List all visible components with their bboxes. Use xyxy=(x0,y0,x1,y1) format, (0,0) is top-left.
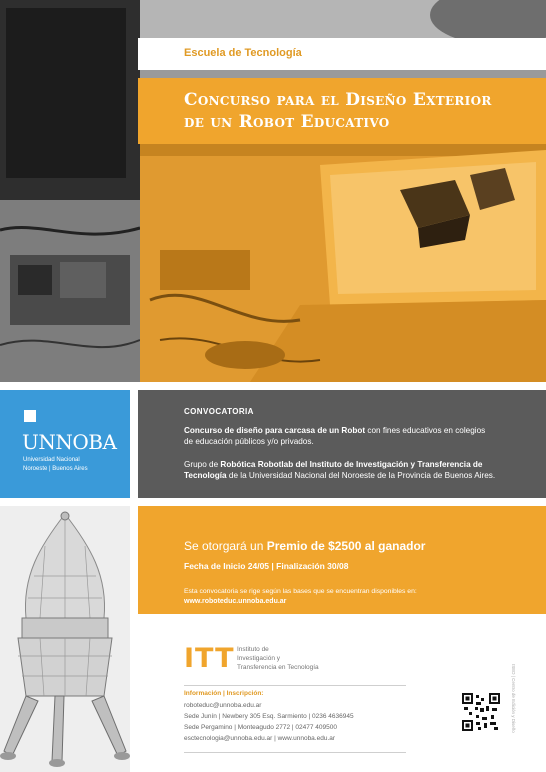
logo-sub-line-2: Noroeste | Buenos Aires xyxy=(23,466,88,472)
p1-bold: Concurso de diseño para carcasa de un Robot xyxy=(184,426,366,435)
info-email-link[interactable]: roboteduc@unnoba.edu.ar xyxy=(184,702,262,709)
divider-bottom xyxy=(184,752,406,753)
design-credit: ISED | Centro de Edición y Diseño xyxy=(511,664,516,733)
itt-text xyxy=(237,645,319,672)
qr-code-icon[interactable] xyxy=(462,693,500,731)
info-web-link[interactable]: esctecnologia@unnoba.edu.ar | www.unnoba.edu.ar xyxy=(184,735,336,742)
info-pergamino: Sede Pergamino | Monteagudo 2772 | 02477 409500 xyxy=(184,724,337,731)
p1-line-2: de educación públicos y/o privados. xyxy=(184,437,314,446)
prize-main-pre: Se otorgará un xyxy=(184,539,267,553)
school-strip xyxy=(138,38,546,70)
school-name: Escuela de Tecnología xyxy=(184,47,302,59)
logo-sub-line-1: Universidad Nacional xyxy=(23,457,80,463)
robot-render xyxy=(0,506,130,772)
logo-name: UNNOBA xyxy=(22,430,117,454)
p2-bold: Robótica Robotlab del Instituto de Investigación y Transferencia de xyxy=(220,460,483,469)
title-band xyxy=(138,78,546,144)
prize-url-link[interactable]: www.roboteduc.unnoba.edu.ar xyxy=(184,598,287,605)
title-line-2: de un Robot Educativo xyxy=(184,112,390,132)
itt-line-1: Instituto de xyxy=(237,646,269,653)
convocatoria-paragraph-2 xyxy=(184,459,534,481)
logo-subtitle xyxy=(23,456,88,474)
convocatoria-paragraph-1 xyxy=(184,425,534,447)
robot-render-graphic xyxy=(0,506,130,772)
title-line-1: Concurso para el Diseño Exterior xyxy=(184,90,492,110)
convocatoria-heading: CONVOCATORIA xyxy=(184,407,254,416)
prize-box xyxy=(138,506,546,614)
p2-start: Grupo de xyxy=(184,460,221,469)
itt-line-3: Transferencia en Tecnología xyxy=(237,664,319,671)
prize-main xyxy=(184,539,425,553)
p1-rest: con fines educativos en colegios xyxy=(365,426,486,435)
p2-rest: de la Universidad Nacional del Noroeste de la Provincia de Buenos Aires. xyxy=(226,471,496,480)
convocatoria-box xyxy=(138,390,546,498)
itt-line-2: Investigación y xyxy=(237,655,280,662)
p2-bold-2: Tecnología xyxy=(184,471,227,480)
info-junin: Sede Junín | Newbery 305 Esq. Sarmiento | 0236 4636945 xyxy=(184,713,354,720)
logo-square-icon xyxy=(24,410,36,422)
divider-top xyxy=(184,685,406,686)
prize-main-bold: Premio de $2500 al ganador xyxy=(266,539,426,553)
unnoba-logo xyxy=(0,390,130,498)
info-heading: Información | Inscripción: xyxy=(184,690,264,697)
itt-logo: ITT xyxy=(184,643,235,674)
prize-note: Esta convocatoria se rige según las bases que se encuentran disponibles en: xyxy=(184,588,417,595)
prize-dates: Fecha de Inicio 24/05 | Finalización 30/08 xyxy=(184,561,349,571)
